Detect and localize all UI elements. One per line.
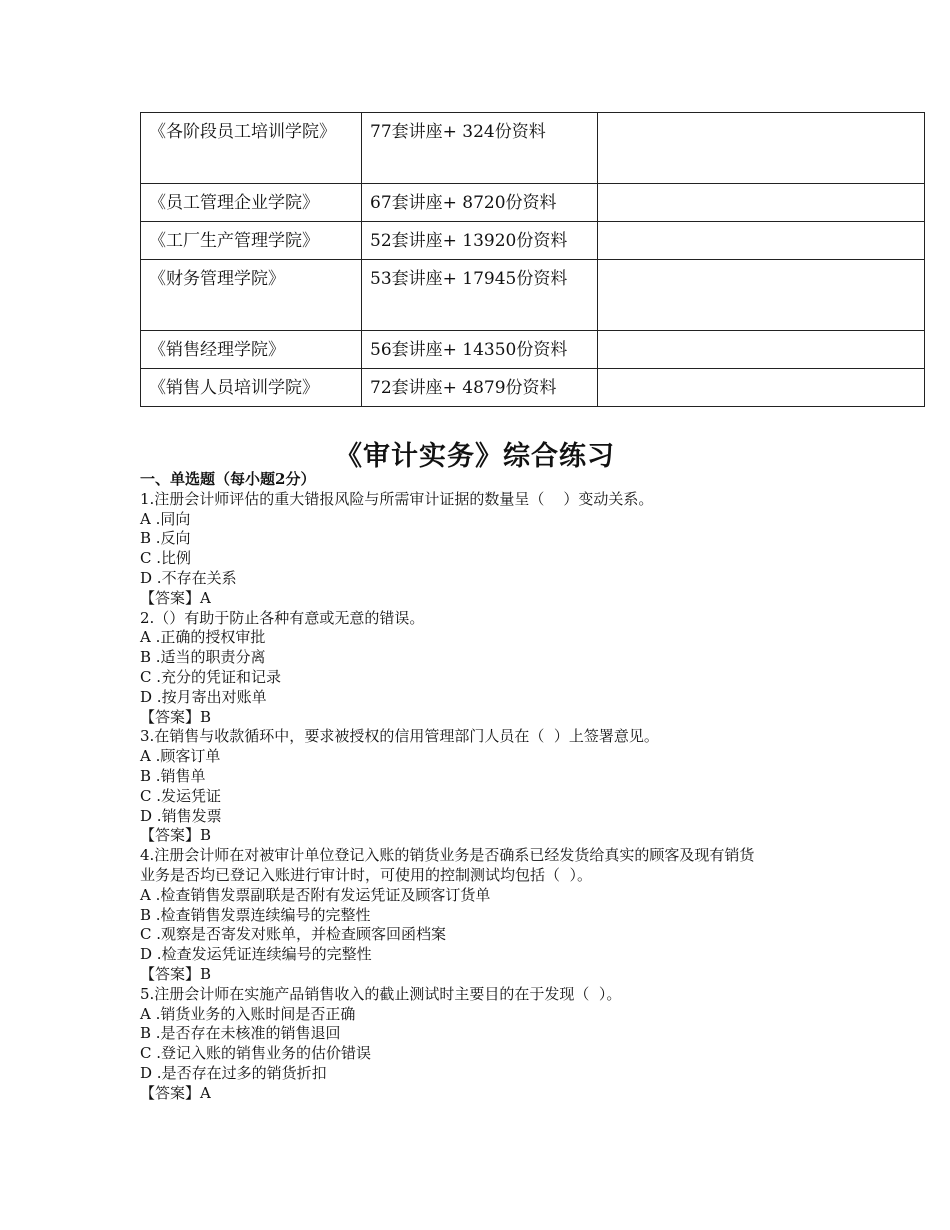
question-option: C .比例 [140,549,192,568]
question-stem: 1.注册会计师评估的重大错报风险与所需审计证据的数量呈（ ）变动关系。 [140,489,654,508]
section-heading: 一、单选题（每小题2分） [140,470,316,488]
catalog-count-cell: 67套讲座+ 8720份资料 [362,184,598,222]
question-option: D .是否存在过多的销货折扣 [140,1063,327,1082]
question-option: C .充分的凭证和记录 [140,667,282,686]
question-option: A .检查销售发票副联是否附有发运凭证及顾客订货单 [140,885,491,904]
question-option: B .反向 [140,529,191,548]
question-stem: 2.（）有助于防止各种有意或无意的错误。 [140,608,425,627]
question-option: A .顾客订单 [140,747,221,766]
question-option: D .不存在关系 [140,568,237,587]
catalog-note-cell [598,222,925,260]
catalog-count-cell: 72套讲座+ 4879份资料 [362,369,598,407]
catalog-name-cell: 《销售经理学院》 [141,331,362,369]
question-option: B .是否存在未核准的销售退回 [140,1024,341,1043]
question-option: C .发运凭证 [140,786,222,805]
catalog-note-cell [598,260,925,331]
table-row [141,369,925,407]
exercise-content [140,470,930,1104]
catalog-note-cell [598,184,925,222]
question-answer: 【答案】B [140,707,212,726]
catalog-name-cell: 《销售人员培训学院》 [141,369,362,407]
question-option: A .正确的授权审批 [140,628,266,647]
catalog-note-cell [598,113,925,184]
question-answer: 【答案】A [140,588,211,607]
catalog-count-cell: 77套讲座+ 324份资料 [362,113,598,184]
catalog-count-cell: 56套讲座+ 14350份资料 [362,331,598,369]
question-option: C .观察是否寄发对账单，并检查顾客回函档案 [140,925,447,944]
table-row [141,184,925,222]
catalog-count-cell: 53套讲座+ 17945份资料 [362,260,598,331]
question-option: D .销售发票 [140,806,222,825]
catalog-count-cell: 52套讲座+ 13920份资料 [362,222,598,260]
table-row [141,113,925,184]
question-answer: 【答案】B [140,964,212,983]
table-row [141,260,925,331]
table-row [141,331,925,369]
page-title: 《审计实务》综合练习 [335,441,615,472]
catalog-name-cell: 《财务管理学院》 [141,260,362,331]
question-answer: 【答案】A [140,1083,211,1102]
question-option: B .适当的职责分离 [140,648,266,667]
catalog-note-cell [598,331,925,369]
question-stem: 4.注册会计师在对被审计单位登记入账的销货业务是否确系已经发货给真实的顾客及现有销货 [140,846,755,865]
question-option: D .检查发运凭证连续编号的完整性 [140,945,372,964]
catalog-name-cell: 《各阶段员工培训学院》 [141,113,362,184]
question-option: B .检查销售发票连续编号的完整性 [140,905,371,924]
catalog-note-cell [598,369,925,407]
table-row [141,222,925,260]
question-option: D .按月寄出对账单 [140,687,267,706]
course-catalog-table [140,112,925,407]
question-answer: 【答案】B [140,826,212,845]
question-option: A .同向 [140,509,191,528]
question-stem: 3.在销售与收款循环中，要求被授权的信用管理部门人员在（ ）上签署意见。 [140,727,659,746]
catalog-name-cell: 《工厂生产管理学院》 [141,222,362,260]
question-option: B .销售单 [140,766,206,785]
question-stem: 5.注册会计师在实施产品销售收入的截止测试时主要目的在于发现（ ）。 [140,984,622,1003]
question-option: C .登记入账的销售业务的估价错误 [140,1044,372,1063]
question-option: A .销货业务的入账时间是否正确 [140,1004,356,1023]
question-stem-continued: 业务是否均已登记入账进行审计时，可使用的控制测试均包括（ ）。 [140,865,593,884]
catalog-name-cell: 《员工管理企业学院》 [141,184,362,222]
